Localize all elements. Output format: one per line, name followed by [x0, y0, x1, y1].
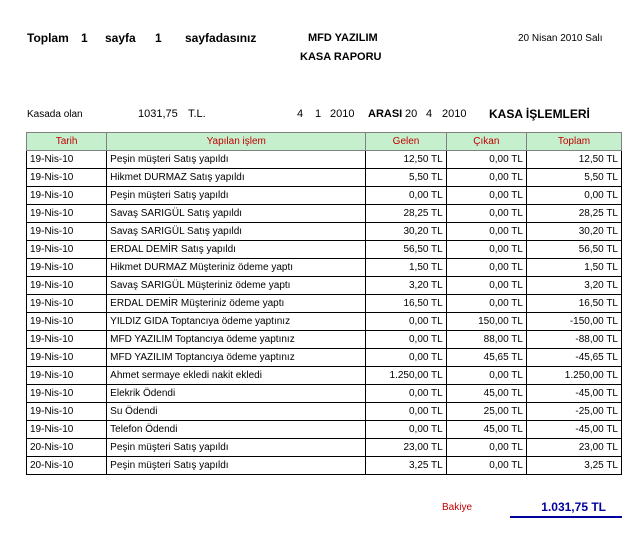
cell-date: 19-Nis-10	[27, 313, 107, 331]
cell-incoming: 1,50 TL	[366, 259, 446, 277]
cell-total: 1.250,00 TL	[526, 367, 621, 385]
cell-operation: MFD YAZILIM Toptancıya ödeme yaptınız	[107, 331, 366, 349]
cell-incoming: 0,00 TL	[366, 349, 446, 367]
cell-total: -45,00 TL	[526, 421, 621, 439]
cell-date: 19-Nis-10	[27, 421, 107, 439]
table-row	[27, 421, 622, 439]
cash-currency: T.L.	[188, 108, 206, 120]
cell-incoming: 0,00 TL	[366, 331, 446, 349]
cell-total: -25,00 TL	[526, 403, 621, 421]
cell-outgoing: 0,00 TL	[446, 277, 526, 295]
column-header-outgoing: Çıkan	[446, 133, 526, 151]
table-row	[27, 259, 622, 277]
cell-date: 19-Nis-10	[27, 349, 107, 367]
table-row	[27, 403, 622, 421]
cell-total: 1,50 TL	[526, 259, 621, 277]
cell-operation: Hikmet DURMAZ Müşteriniz ödeme yaptı	[107, 259, 366, 277]
cell-total: -45,00 TL	[526, 385, 621, 403]
cell-total: 28,25 TL	[526, 205, 621, 223]
table-row	[27, 187, 622, 205]
cell-operation: Savaş SARIGÜL Müşteriniz ödeme yaptı	[107, 277, 366, 295]
table-row	[27, 313, 622, 331]
cell-total: 3,25 TL	[526, 457, 621, 475]
cell-operation: Savaş SARIGÜL Satış yapıldı	[107, 223, 366, 241]
cell-date: 19-Nis-10	[27, 403, 107, 421]
balance-label: Bakiye	[442, 502, 473, 513]
cell-operation: Su Ödendi	[107, 403, 366, 421]
cash-amount: 1031,75	[138, 108, 178, 120]
cell-total: 16,50 TL	[526, 295, 621, 313]
table-row	[27, 349, 622, 367]
column-header-incoming: Gelen	[366, 133, 446, 151]
cell-outgoing: 0,00 TL	[446, 187, 526, 205]
cell-outgoing: 0,00 TL	[446, 205, 526, 223]
section-title: KASA İŞLEMLERİ	[489, 107, 590, 121]
cell-date: 19-Nis-10	[27, 241, 107, 259]
sayfadasiniz-label: sayfadasınız	[185, 31, 257, 45]
cell-operation: MFD YAZILIM Toptancıya ödeme yaptınız	[107, 349, 366, 367]
cell-incoming: 0,00 TL	[366, 187, 446, 205]
cell-total: 3,20 TL	[526, 277, 621, 295]
cell-operation: Telefon Ödendi	[107, 421, 366, 439]
report-title: KASA RAPORU	[300, 51, 382, 63]
cell-incoming: 5,50 TL	[366, 169, 446, 187]
table-header-row	[27, 133, 622, 151]
cell-outgoing: 45,00 TL	[446, 421, 526, 439]
cell-outgoing: 0,00 TL	[446, 223, 526, 241]
cell-date: 19-Nis-10	[27, 367, 107, 385]
cell-date: 19-Nis-10	[27, 169, 107, 187]
cell-outgoing: 0,00 TL	[446, 259, 526, 277]
column-header-operation: Yapılan işlem	[107, 133, 366, 151]
table-row	[27, 205, 622, 223]
cell-total: -150,00 TL	[526, 313, 621, 331]
cell-date: 19-Nis-10	[27, 295, 107, 313]
toplam-value: 1	[81, 31, 88, 45]
column-header-date: Tarih	[27, 133, 107, 151]
cell-outgoing: 0,00 TL	[446, 169, 526, 187]
cell-incoming: 0,00 TL	[366, 313, 446, 331]
kasada-olan-label: Kasada olan	[27, 109, 83, 120]
cell-incoming: 0,00 TL	[366, 385, 446, 403]
cell-date: 20-Nis-10	[27, 457, 107, 475]
start-month: 1	[315, 108, 322, 120]
table-row	[27, 241, 622, 259]
cell-total: -45,65 TL	[526, 349, 621, 367]
cell-total: 5,50 TL	[526, 169, 621, 187]
cell-outgoing: 45,65 TL	[446, 349, 526, 367]
cell-outgoing: 0,00 TL	[446, 457, 526, 475]
cell-total: 56,50 TL	[526, 241, 621, 259]
balance-value: 1.031,75 TL	[541, 500, 606, 514]
cell-outgoing: 0,00 TL	[446, 439, 526, 457]
cell-operation: Peşin müşteri Satış yapıldı	[107, 187, 366, 205]
cell-operation: YILDIZ GIDA Toptancıya ödeme yaptınız	[107, 313, 366, 331]
cell-total: -88,00 TL	[526, 331, 621, 349]
cell-date: 19-Nis-10	[27, 205, 107, 223]
cell-incoming: 0,00 TL	[366, 421, 446, 439]
cell-outgoing: 45,00 TL	[446, 385, 526, 403]
cell-operation: Hikmet DURMAZ Satış yapıldı	[107, 169, 366, 187]
cell-outgoing: 0,00 TL	[446, 295, 526, 313]
cell-operation: Peşin müşteri Satış yapıldı	[107, 151, 366, 169]
table-row	[27, 295, 622, 313]
cell-outgoing: 25,00 TL	[446, 403, 526, 421]
table-row	[27, 277, 622, 295]
cell-date: 19-Nis-10	[27, 151, 107, 169]
company-name: MFD YAZILIM	[308, 32, 378, 44]
table-row	[27, 151, 622, 169]
cell-date: 19-Nis-10	[27, 223, 107, 241]
table-row	[27, 457, 622, 475]
cell-total: 30,20 TL	[526, 223, 621, 241]
cell-outgoing: 0,00 TL	[446, 241, 526, 259]
cell-incoming: 30,20 TL	[366, 223, 446, 241]
cash-transactions-table	[26, 132, 622, 475]
cell-incoming: 1.250,00 TL	[366, 367, 446, 385]
cell-date: 19-Nis-10	[27, 331, 107, 349]
cell-operation: Peşin müşteri Satış yapıldı	[107, 439, 366, 457]
cell-operation: ERDAL DEMİR Müşteriniz ödeme yaptı	[107, 295, 366, 313]
cell-operation: Savaş SARIGÜL Satış yapıldı	[107, 205, 366, 223]
sayfa-value: 1	[155, 31, 162, 45]
cell-incoming: 16,50 TL	[366, 295, 446, 313]
cell-operation: Elekrik Ödendi	[107, 385, 366, 403]
start-day: 4	[297, 108, 304, 120]
cell-operation: ERDAL DEMİR Satış yapıldı	[107, 241, 366, 259]
report-date: 20 Nisan 2010 Salı	[518, 33, 603, 44]
end-month: 4	[426, 108, 433, 120]
cell-incoming: 3,20 TL	[366, 277, 446, 295]
end-day: 20	[405, 108, 418, 120]
cell-incoming: 28,25 TL	[366, 205, 446, 223]
start-year: 2010	[330, 108, 355, 120]
cell-incoming: 3,25 TL	[366, 457, 446, 475]
cell-operation: Peşin müşteri Satış yapıldı	[107, 457, 366, 475]
cell-incoming: 12,50 TL	[366, 151, 446, 169]
cell-date: 19-Nis-10	[27, 277, 107, 295]
cell-outgoing: 150,00 TL	[446, 313, 526, 331]
table-row	[27, 439, 622, 457]
cell-total: 12,50 TL	[526, 151, 621, 169]
cell-date: 19-Nis-10	[27, 187, 107, 205]
end-year: 2010	[442, 108, 467, 120]
table-row	[27, 385, 622, 403]
cell-date: 20-Nis-10	[27, 439, 107, 457]
cell-outgoing: 0,00 TL	[446, 151, 526, 169]
cell-operation: Ahmet sermaye ekledi nakit ekledi	[107, 367, 366, 385]
cell-incoming: 0,00 TL	[366, 403, 446, 421]
toplam-label: Toplam	[27, 31, 69, 45]
table-row	[27, 367, 622, 385]
table-body	[27, 151, 622, 475]
table-row	[27, 169, 622, 187]
table-row	[27, 331, 622, 349]
cell-outgoing: 0,00 TL	[446, 367, 526, 385]
cell-date: 19-Nis-10	[27, 259, 107, 277]
cell-outgoing: 88,00 TL	[446, 331, 526, 349]
cell-date: 19-Nis-10	[27, 385, 107, 403]
column-header-total: Toplam	[526, 133, 621, 151]
sayfa-label: sayfa	[105, 31, 136, 45]
cell-total: 0,00 TL	[526, 187, 621, 205]
balance-underline	[510, 516, 622, 518]
cell-total: 23,00 TL	[526, 439, 621, 457]
cell-incoming: 23,00 TL	[366, 439, 446, 457]
cell-incoming: 56,50 TL	[366, 241, 446, 259]
arasi-label: ARASI	[368, 108, 403, 120]
table-row	[27, 223, 622, 241]
